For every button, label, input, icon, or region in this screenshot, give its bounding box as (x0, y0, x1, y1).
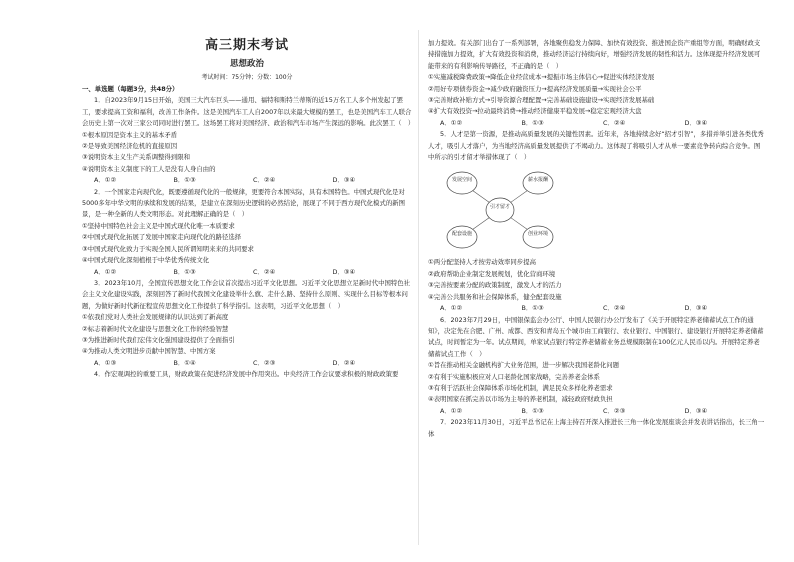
option-d: D．②④ (332, 358, 356, 367)
question-7 (428, 417, 766, 440)
question-stem: 1．自2023年9月15日开始，美国三大汽车巨头——通用、福特和斯特兰蒂斯的近15万名工人多个州发起了罢工，要求提高工资和福利，改善工作条件。这是美国汽车工人自2007年以来最大规模的罢工，也是美国汽车工人联合会历史上第一次对三家公司同时进行罢工。这场罢工将对美国经济、政治和汽车市场产生深远的影响。此次罢工（ ） (82, 96, 415, 128)
statement-item: ①两分配坚持人才按劳动效率同步提高 (428, 258, 536, 267)
option-a: A．①③ (94, 358, 117, 367)
statement-item: ④说明资本主义制度下的工人是没有人身自由的 (82, 164, 216, 173)
statement-item: ④中国式现代化深刻植根于中华优秀传统文化 (82, 256, 210, 265)
answer-options (82, 358, 412, 369)
question-1 (82, 95, 415, 186)
answer-options (428, 303, 766, 314)
diagram-center: 引才留才 (489, 204, 510, 211)
question-stem: 6．2023年7月29日，中国银保监会办公厅、中国人民银行办公厅发布了《关于开展特定养老储蓄试点工作的通知》，决定先在合肥、广州、成都、西安和青岛五个城市由工商银行、农业银行、中国银行、建设银行开展特定养老储蓄试点，时间暂定为一年。试点期间，单家试点银行特定养老储蓄业务总规模限制在100亿元人民币以内。开展特定养老储蓄试点工作（ ） (428, 315, 764, 358)
right-column (428, 38, 766, 440)
statement-item: ③中国式现代化致力于实现全国人民所谓知明来来的共同要求 (82, 244, 254, 253)
option-b: B．①③ (173, 176, 196, 185)
diagram-node-2: 薪水报酬 (527, 177, 548, 184)
option-b: B．①③ (521, 406, 544, 415)
statement-item: ①旨在推动相关金融机构扩大业务范围，进一步解决我国老龄化问题 (428, 361, 620, 370)
option-b: B．①③ (521, 304, 544, 313)
diagram-node-4: 创业环境 (527, 231, 548, 238)
option-a: A．①② (440, 406, 463, 415)
option-c: C．②④ (603, 118, 626, 127)
statement-item: ②是导致美国经济危机的直接原因 (82, 142, 178, 151)
statement-item: ①实施减税降费政策→降低企业经营成本→提振市场主体信心→促进实体经济发展 (428, 73, 655, 82)
option-d: D．③④ (684, 118, 708, 127)
exam-title: 高三期末考试 (204, 38, 289, 53)
question-4 (82, 369, 412, 380)
option-d: D．③④ (332, 267, 356, 276)
statement-item: ④完善公共服务和社会保障体系，健全配套设施 (428, 292, 562, 301)
diagram-node-1: 发展空间 (451, 177, 472, 184)
question-stem: 加力提效。有关部门出台了一系列部署，各地聚焦稳发力保障、加快有效投资、推进国企资产重组等方面，明确财政支持措施加力提效，扩大有效投资和消费，推动经济运行持续向好，增强经济发展的韧性和活力。这体现提升经济发展可能带来的有利影响传导路径，不正确的是（ ） (428, 39, 761, 70)
statement-item: ③为推进新时代我们宏伟文化强国建设提供了全面指引 (82, 335, 235, 344)
statement-item: ②标志着新时代文化建设与思想文化工作的经验智慧 (82, 324, 229, 333)
question-4-continued (428, 38, 766, 129)
option-c: C．②④ (253, 267, 276, 276)
question-stem: 5．人才是第一资源，是推动高质量发展的关键性因素。近年来，各地持续念好“招才引智”，多措并举引进各类优秀人才，吸引人才落户，为当地经济高质量发展提供了不竭动力。这体现了将吸引人才从单一要素竞争转向综合竞争。图中所示的引才留才举措体现了（ ） (428, 130, 764, 162)
option-a: A．①② (440, 118, 463, 127)
answer-options (428, 406, 766, 417)
section-heading: 一、单选题（每题3分，共48分） (82, 85, 179, 93)
option-d: D．③④ (332, 176, 356, 185)
statement-item: ③说明资本主义生产关系调整得到限和 (82, 153, 190, 162)
question-stem: 3．2023年10月，全国宣传思想文化工作会议首次提出习近平文化思想。习近平文化思想立足新时代中国特色社会主义文化建设实践，深刻回答了新时代我国文化建设举什么旗、走什么路、坚持什么原则、实现什么目标等根本问题，为做好新时代新征程宣传思想文化工作提供了科学指引。这表明，习近平文化思想（ ） (82, 278, 411, 310)
option-d: D．③④ (684, 304, 708, 313)
answer-options (82, 175, 412, 186)
option-d: D．③④ (684, 406, 708, 415)
talent-diagram (440, 165, 560, 255)
statement-item: ①根本原因是资本主义的基本矛盾 (82, 130, 178, 139)
option-c: C．②③ (253, 358, 276, 367)
question-stem: 7．2023年11月30日，习近平总书记在上海主持召开深入推进长三角一体化发展座谈会并发表讲话指出，长三角一体 (428, 418, 765, 438)
left-column (82, 0, 415, 381)
option-b: B．①④ (173, 358, 196, 367)
statement-item: ②有利于实施积极应对人口老龄化国家战略，完善养老金体系 (428, 372, 600, 381)
statement-item: ③有利于活跃社会保障体系市场化机制，满足民众多样化养老需求 (428, 383, 613, 392)
statement-item: ③完善财政补贴方式→引导资源合理配置→完善基础设施建设→实现经济发展基础 (428, 96, 655, 105)
statement-item: ①依我们党对人类社会发展规律的认识达到了新高度 (82, 313, 229, 322)
question-6 (428, 315, 766, 418)
option-b: B．①③ (521, 118, 544, 127)
option-c: C．②③ (603, 406, 626, 415)
question-2 (82, 187, 412, 278)
option-b: B．①③ (173, 267, 196, 276)
answer-options (82, 267, 412, 278)
statement-item: ④表明国家在抓完善以市场为主导的养老机制，减轻政府财政负担 (428, 395, 613, 404)
option-a: A．①② (94, 267, 117, 276)
option-a: A．①② (94, 176, 117, 185)
question-stem: 2．一个国家走向现代化，既要遵循现代化的一般规律，更要符合本国实际，具有本国特色。中国式现代化是对5000多年中华文明的承续和发展的结果，是建立在深刻历史逻辑的必然结论，展现了不同于西方现代化模式的新图景，是一种全新的人类文明形态。对此理解正确的是（ ） (82, 187, 406, 219)
column-divider (418, 30, 419, 545)
question-stem: 4．作宏观调控的重要工具，财政政策在促进经济发展中作用突出。中央经济工作会议要求积极的财政政策要 (94, 370, 399, 379)
subject-title: 思想政治 (229, 59, 264, 69)
statement-item: ②中国式现代化拓展了发展中国家走向现代化的路径选择 (82, 233, 242, 242)
statement-item: ②用好专项债券资金→减少政府融资压力→提高经济发展质量→实现社会公平 (428, 84, 642, 93)
exam-meta: 考试时间：75分钟；分数：100分 (201, 74, 293, 81)
statement-item: ③完善按要素分配的政策制度，激发人才的活力 (428, 281, 562, 290)
statement-item: ①坚持中国特色社会主义是中国式现代化唯一本质要求 (82, 221, 235, 230)
diagram-node-3: 配套设施 (451, 231, 472, 238)
option-c: C．②④ (253, 176, 276, 185)
answer-options (428, 118, 766, 129)
statement-item: ④扩大有效投资→拉动最终消费→推动经济健康平稳发展→稳定宏观经济大盘 (428, 107, 642, 116)
option-c: C．②④ (603, 304, 626, 313)
statement-item: ④为推动人类文明进步贡献中国智慧、中国方案 (82, 347, 216, 356)
question-3 (82, 278, 412, 369)
statement-item: ②政府帮助企业制定发展规划，优化营商环境 (428, 269, 556, 278)
question-5 (428, 129, 766, 314)
option-a: A．①② (440, 304, 463, 313)
